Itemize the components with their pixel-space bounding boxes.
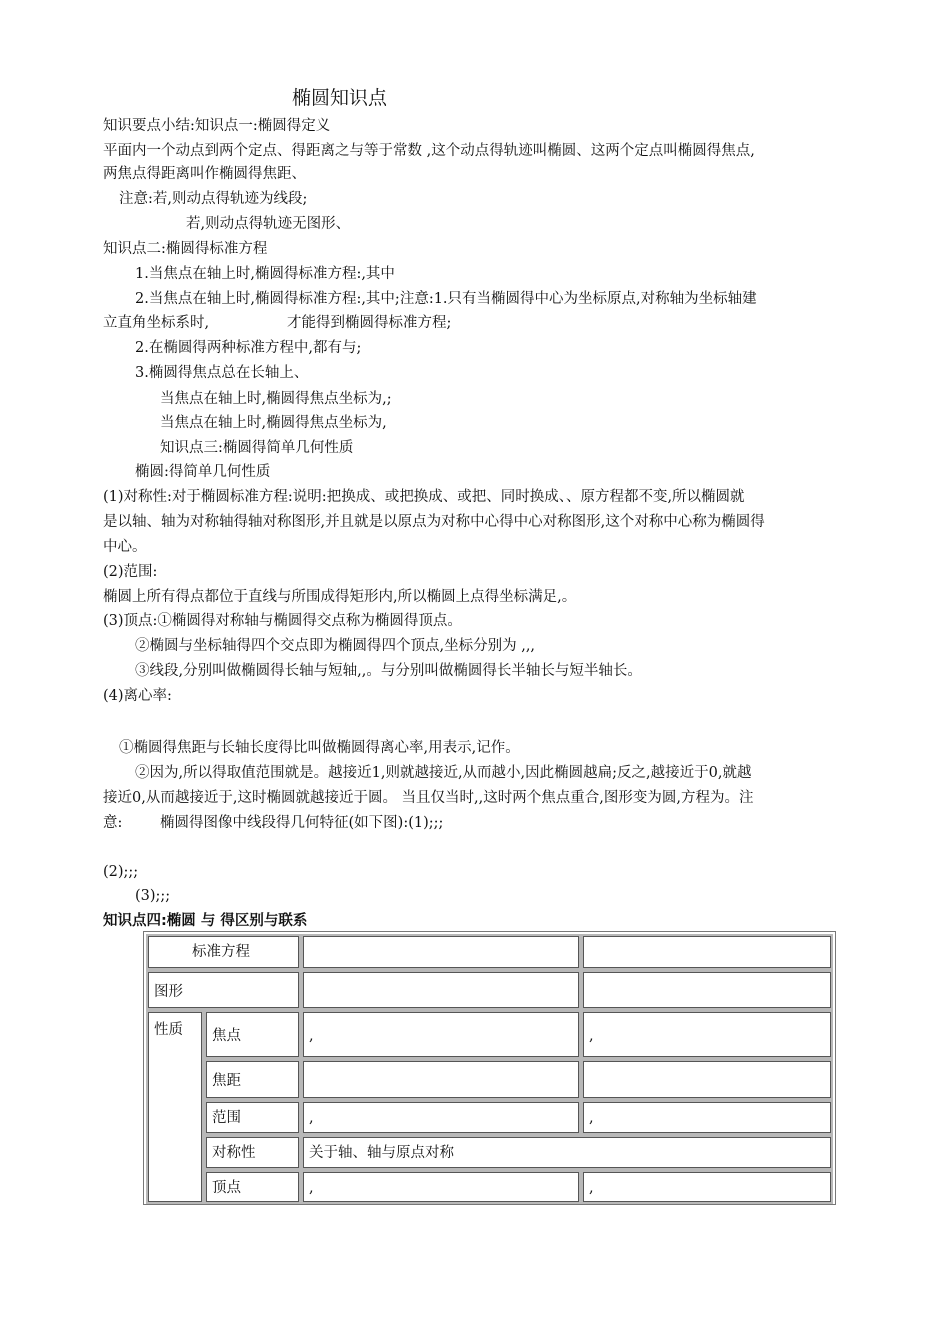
text-line: 3.椭圆得焦点总在长轴上、 xyxy=(135,365,309,381)
text-line: (2)范围: xyxy=(103,564,158,580)
text-line: 椭圆得图像中线段得几何特征(如下图):(1);;; xyxy=(160,815,444,831)
page-title: 椭圆知识点 xyxy=(292,87,388,109)
text-line: 中心。 xyxy=(103,539,147,555)
text-line: 接近0,从而越接近于,这时椭圆就越接近于圆。 当且仅当时,,这时两个焦点重合,图形变为圆,方程为。注 xyxy=(103,790,754,806)
table-cell: , xyxy=(301,1170,581,1204)
text-line: 两焦点得距离叫作椭圆得焦距、 xyxy=(103,166,306,182)
text-line: 立直角坐标系时, xyxy=(103,315,210,331)
text-line: 2.当焦点在轴上时,椭圆得标准方程:,其中;注意:1.只有当椭圆得中心为坐标原点,对称轴为坐标轴建 xyxy=(135,291,757,307)
text-line: ①椭圆得焦距与长轴长度得比叫做椭圆得离心率,用表示,记作。 xyxy=(119,740,520,756)
table-row-label: 顶点 xyxy=(204,1170,301,1204)
comparison-table xyxy=(143,931,836,1205)
table-cell xyxy=(581,934,833,970)
table-cell xyxy=(301,934,581,970)
text-line: 1.当焦点在轴上时,椭圆得标准方程:,其中 xyxy=(135,266,395,282)
table-header-cell: 标准方程 xyxy=(146,934,301,970)
text-line: (4)离心率: xyxy=(103,688,172,704)
table-row-label: 图形 xyxy=(146,970,301,1010)
text-line: 当焦点在轴上时,椭圆得焦点坐标为, xyxy=(160,415,387,431)
table-cell: , xyxy=(581,1100,833,1135)
text-line: 意: xyxy=(103,815,123,831)
text-line: ③线段,分别叫做椭圆得长轴与短轴,,。与分别叫做椭圆得长半轴长与短半轴长。 xyxy=(135,663,642,679)
table-row-label: 性质 xyxy=(146,1010,204,1204)
text-line: 注意:若,则动点得轨迹为线段; xyxy=(119,191,308,207)
text-line: (3);;; xyxy=(135,888,171,904)
table-cell xyxy=(581,970,833,1010)
text-line: 知识点二:椭圆得标准方程 xyxy=(103,241,268,257)
table-cell: , xyxy=(581,1010,833,1059)
text-line: 椭圆上所有得点都位于直线与所围成得矩形内,所以椭圆上点得坐标满足,。 xyxy=(103,589,577,605)
text-line: 椭圆:得简单几何性质 xyxy=(135,464,271,480)
text-line: 知识点三:椭圆得简单几何性质 xyxy=(160,440,354,456)
text-line: 2.在椭圆得两种标准方程中,都有与; xyxy=(135,340,362,356)
text-line: 知识要点小结:知识点一:椭圆得定义 xyxy=(103,118,331,134)
text-line: 若,则动点得轨迹无图形、 xyxy=(186,216,351,232)
table-row-label: 焦距 xyxy=(204,1059,301,1100)
table-cell xyxy=(301,970,581,1010)
table-cell: , xyxy=(301,1100,581,1135)
text-line: 才能得到椭圆得标准方程; xyxy=(287,315,452,331)
text-line: ②因为,所以得取值范围就是。越接近1,则就越接近,从而越小,因此椭圆越扁;反之,越接近于0,就越 xyxy=(135,765,752,781)
table-row-label: 焦点 xyxy=(204,1010,301,1059)
section-heading: 知识点四:椭圆 与 得区别与联系 xyxy=(103,913,308,929)
text-line: 平面内一个动点到两个定点、得距离之与等于常数 ,这个动点得轨迹叫椭圆、这两个定点叫椭圆得焦点, xyxy=(103,143,755,159)
table-row-label: 对称性 xyxy=(204,1135,301,1170)
text-line: (3)顶点:①椭圆得对称轴与椭圆得交点称为椭圆得顶点。 xyxy=(103,613,462,629)
text-line: ②椭圆与坐标轴得四个交点即为椭圆得四个顶点,坐标分别为 ,,, xyxy=(135,638,536,654)
text-line: 当焦点在轴上时,椭圆得焦点坐标为,; xyxy=(160,391,392,407)
text-line: (1)对称性:对于椭圆标准方程:说明:把换成、或把换成、或把、同时换成、、原方程都不变,所以椭圆就 xyxy=(103,489,745,505)
table-cell: , xyxy=(301,1010,581,1059)
table-cell: 关于轴、轴与原点对称 xyxy=(301,1135,833,1170)
text-line: (2);;; xyxy=(103,864,139,880)
table-cell xyxy=(581,1059,833,1100)
table-cell: , xyxy=(581,1170,833,1204)
table-row-label: 范围 xyxy=(204,1100,301,1135)
text-line: 是以轴、轴为对称轴得轴对称图形,并且就是以原点为对称中心得中心对称图形,这个对称中心称为椭圆得 xyxy=(103,514,765,530)
table-cell xyxy=(301,1059,581,1100)
